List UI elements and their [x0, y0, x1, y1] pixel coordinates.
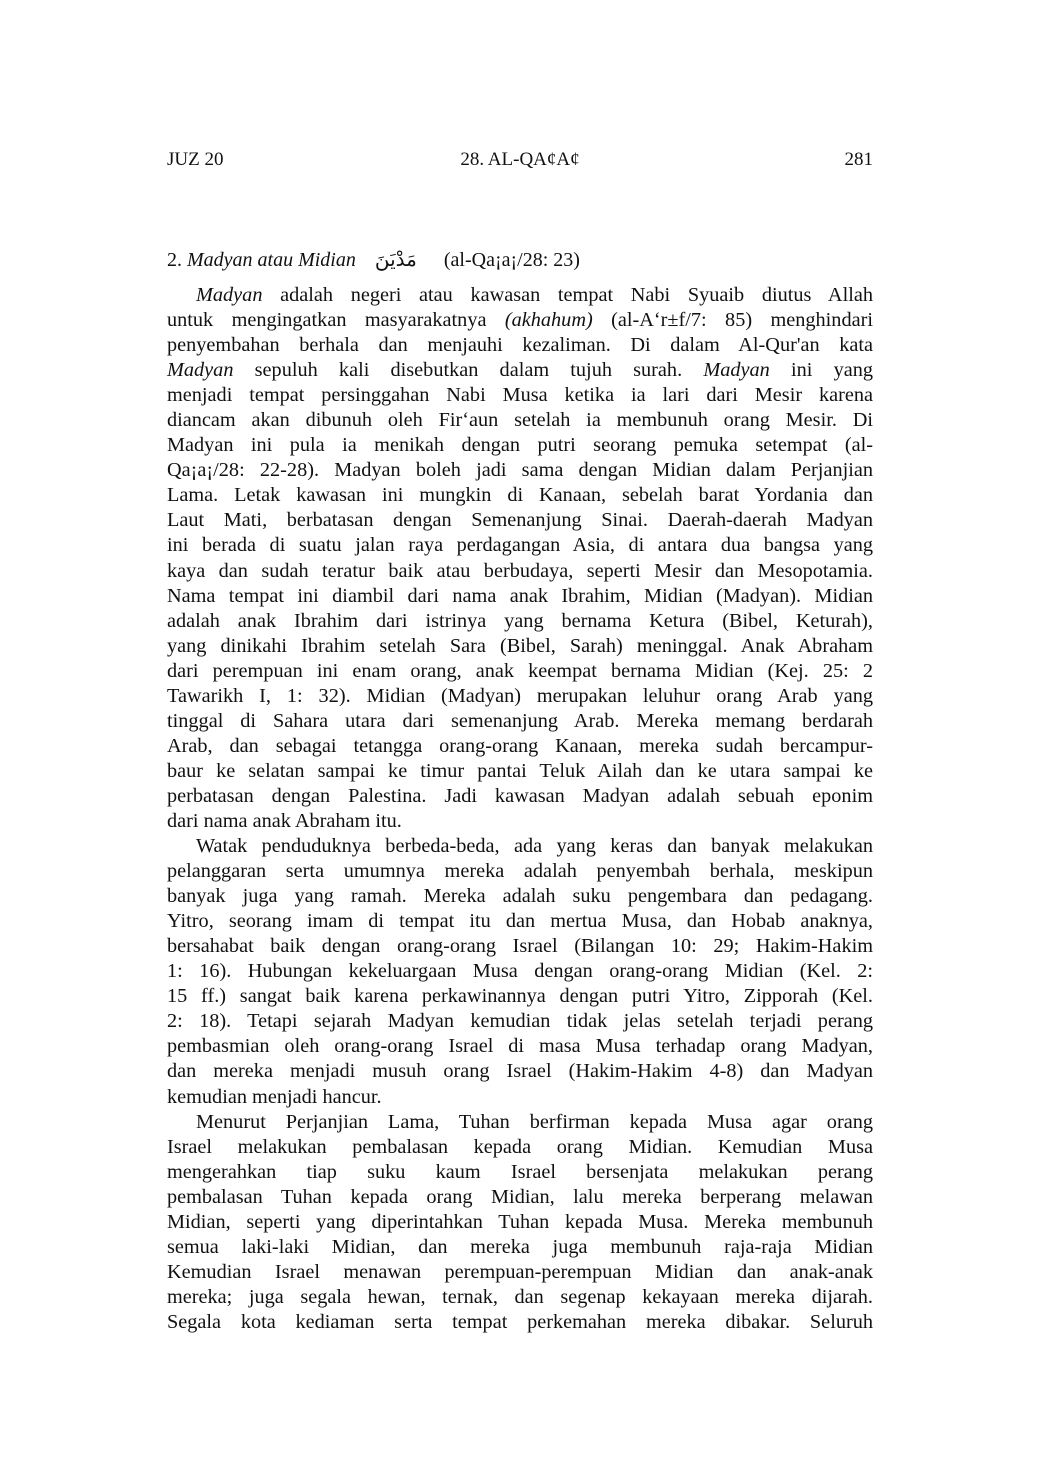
paragraph-1 — [167, 283, 873, 834]
text-line: dari nama anak Abraham itu. — [167, 809, 402, 832]
text-line: mereka; juga segala hewan, ternak, dan segenap kekayaan mereka dijarah. — [167, 1285, 873, 1308]
paragraph-2 — [167, 834, 873, 1110]
text-line: 15 ff.) sangat baik karena perkawinannya dengan putri Yitro, Zipporah (Kel. — [167, 985, 873, 1008]
text-line: 1: 16). Hubungan kekeluargaan Musa dengan orang-orang Midian (Kel. 2: — [167, 960, 873, 983]
text-line: perbatasan dengan Palestina. Jadi kawasan Madyan adalah sebuah eponim — [167, 784, 873, 807]
text-line: bersahabat baik dengan orang-orang Israel (Bilangan 10: 29; Hakim-Hakim — [167, 935, 873, 958]
text-line: untuk mengingatkan masyarakatnya (akhahum) (al-A‘r±f/7: 85) menghindari — [167, 309, 873, 332]
italic-term: Madyan — [167, 359, 234, 382]
text-line: dari perempuan ini enam orang, anak keempat bernama Midian (Kej. 25: 2 — [167, 659, 873, 682]
section-reference: (al-Qa¡a¡/28: 23) — [443, 249, 580, 271]
text-line: Arab, dan sebagai tetangga orang-orang Kanaan, mereka sudah bercampur- — [167, 734, 873, 757]
text-line: penyembahan berhala dan menjauhi kezaliman. Di dalam Al-Qur'an kata — [167, 334, 873, 357]
text-line: ini berada di suatu jalan raya perdagangan Asia, di antara dua bangsa yang — [167, 534, 873, 557]
text-line: adalah anak Ibrahim dari istrinya yang bernama Ketura (Bibel, Keturah), — [167, 609, 873, 632]
text-line: Lama. Letak kawasan ini mungkin di Kanaan, sebelah barat Yordania dan — [167, 484, 873, 507]
text-line: Menurut Perjanjian Lama, Tuhan berfirman kepada Musa agar orang — [196, 1110, 873, 1133]
text-line: pelanggaran serta umumnya mereka adalah penyembah berhala, meskipun — [167, 860, 873, 883]
text-line: Kemudian Israel menawan perempuan-perempuan Midian dan anak-anak — [167, 1260, 873, 1283]
arabic-term: مَدْيَنَ — [374, 247, 417, 271]
text-line: Qa¡a¡/28: 22-28). Madyan boleh jadi sama dengan Midian dalam Perjanjian — [167, 459, 873, 482]
italic-term: (akhahum) — [504, 309, 593, 332]
italic-term: Madyan — [703, 359, 770, 382]
paragraph-3 — [167, 1110, 873, 1335]
section-number: 2. — [167, 249, 182, 271]
surah-title: 28. AL-QA¢A¢ — [460, 149, 580, 170]
page-header — [167, 148, 873, 172]
page-number: 281 — [844, 149, 873, 170]
text-line: Madyan adalah negeri atau kawasan tempat Nabi Syuaib diutus Allah — [196, 284, 873, 306]
italic-term: Madyan — [196, 284, 263, 306]
text-line: kaya dan sudah teratur baik atau berbudaya, seperti Mesir dan Mesopotamia. — [167, 559, 873, 582]
text-line: pembasmian oleh orang-orang Israel di masa Musa terhadap orang Madyan, — [167, 1035, 873, 1058]
text-line: Yitro, seorang imam di tempat itu dan mertua Musa, dan Hobab anaknya, — [167, 910, 873, 933]
section-title-text: Madyan atau Midian — [187, 249, 356, 271]
section-heading — [167, 246, 873, 273]
text-line: Madyan sepuluh kali disebutkan dalam tujuh surah. Madyan ini yang — [167, 359, 874, 382]
text-line: Nama tempat ini diambil dari nama anak Ibrahim, Midian (Madyan). Midian — [167, 584, 873, 607]
text-line: banyak juga yang ramah. Mereka adalah suku pengembara dan pedagang. — [167, 885, 873, 908]
text-line: Midian, seperti yang diperintahkan Tuhan kepada Musa. Mereka membunuh — [167, 1210, 873, 1233]
text-line: mengerahkan tiap suku kaum Israel bersenjata melakukan perang — [167, 1160, 873, 1183]
text-line: Laut Mati, berbatasan dengan Semenanjung Sinai. Daerah-daerah Madyan — [167, 509, 873, 532]
text-line: yang dinikahi Ibrahim setelah Sara (Bibel, Sarah) meninggal. Anak Abraham — [167, 634, 873, 657]
text-line: Segala kota kediaman serta tempat perkemahan mereka dibakar. Seluruh — [167, 1310, 873, 1333]
text-line: tinggal di Sahara utara dari semenanjung Arab. Mereka memang berdarah — [167, 709, 873, 732]
text-line: kemudian menjadi hancur. — [167, 1085, 382, 1108]
text-line: 2: 18). Tetapi sejarah Madyan kemudian tidak jelas setelah terjadi perang — [167, 1010, 873, 1033]
text-line: Tawarikh I, 1: 32). Midian (Madyan) merupakan leluhur orang Arab yang — [167, 684, 873, 707]
article-body — [167, 283, 873, 1335]
text-line: dan mereka menjadi musuh orang Israel (Hakim-Hakim 4-8) dan Madyan — [167, 1060, 873, 1083]
text-line: Watak penduduknya berbeda-beda, ada yang keras dan banyak melakukan — [196, 835, 873, 858]
text-line: pembalasan Tuhan kepada orang Midian, lalu mereka berperang melawan — [167, 1185, 873, 1208]
text-line: menjadi tempat persinggahan Nabi Musa ketika ia lari dari Mesir karena — [167, 384, 873, 407]
text-line: diancam akan dibunuh oleh Fir‘aun setelah ia membunuh orang Mesir. Di — [167, 409, 873, 432]
text-line: Israel melakukan pembalasan kepada orang Midian. Kemudian Musa — [167, 1135, 873, 1158]
text-line: Madyan ini pula ia menikah dengan putri seorang pemuka setempat (al- — [167, 434, 873, 457]
text-line: semua laki-laki Midian, dan mereka juga membunuh raja-raja Midian — [167, 1235, 873, 1258]
text-line: baur ke selatan sampai ke timur pantai Teluk Ailah dan ke utara sampai ke — [167, 759, 873, 782]
juz-label: JUZ 20 — [167, 149, 224, 170]
